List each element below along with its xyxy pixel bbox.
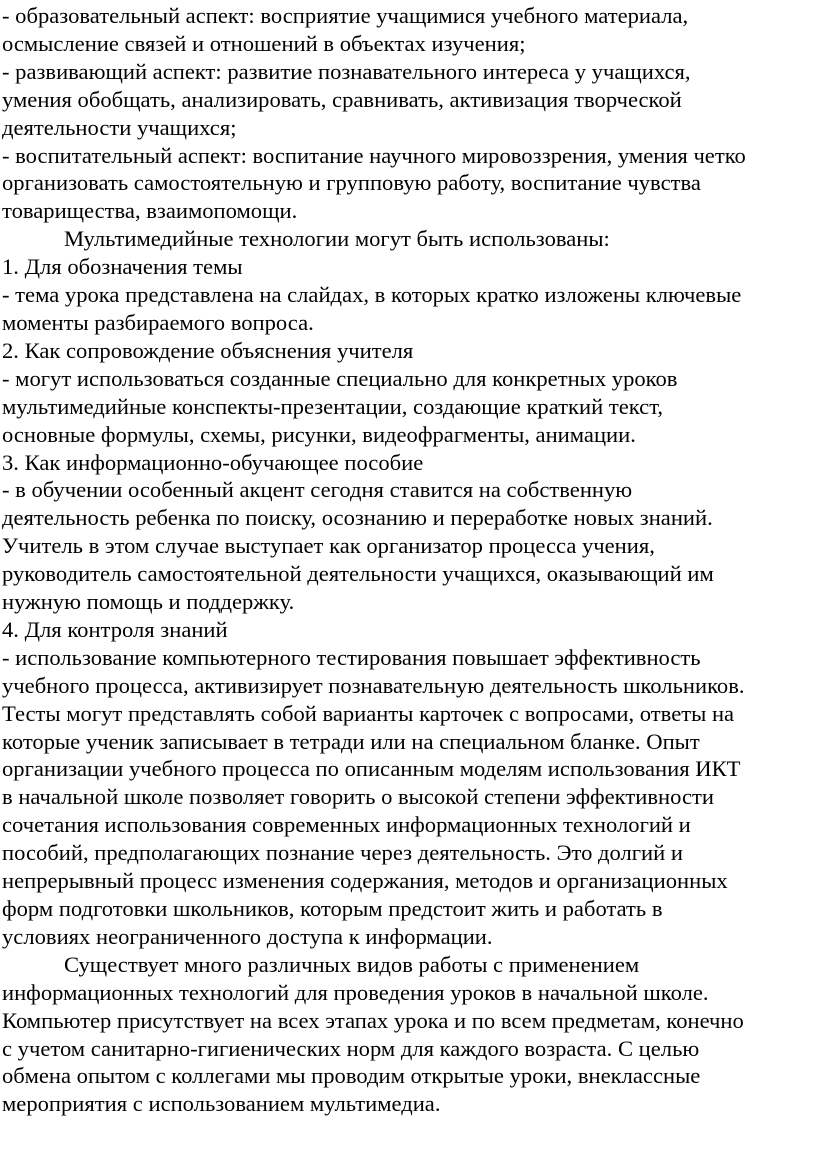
paragraph-start-line: Существует много различных видов работы с применением [64, 951, 640, 977]
text-line: осмысление связей и отношений в объектах изучения; [2, 30, 526, 56]
text-line: мультимедийные конспекты-презентации, создающие краткий текст, [2, 393, 664, 419]
text-line: информационных технологий для проведения уроков в начальной школе. [2, 979, 709, 1005]
text-line: - тема урока представлена на слайдах, в которых кратко изложены ключевые [2, 282, 742, 308]
text-line: организации учебного процесса по описанным моделям использования ИКТ [2, 756, 741, 782]
text-line: - в обучении особенный акцент сегодня ставится на собственную [2, 477, 633, 503]
text-line: учебного процесса, активизирует познавательную деятельность школьников. [2, 672, 745, 698]
list-heading-3: 3. Как информационно-обучающее пособие [2, 449, 424, 475]
list-heading-4: 4. Для контроля знаний [2, 616, 228, 642]
text-line: с учетом санитарно-гигиенических норм для каждого возраста. С целью [2, 1035, 700, 1061]
text-line: деятельность ребенка по поиску, осознанию и переработке новых знаний. [2, 505, 713, 531]
text-line: которые ученик записывает в тетради или на специальном бланке. Опыт [2, 728, 700, 754]
list-heading-1: 1. Для обозначения темы [2, 254, 243, 280]
text-line: - воспитательный аспект: воспитание научного мировоззрения, умения четко [2, 142, 746, 168]
text-line: мероприятия с использованием мультимедиа. [2, 1091, 441, 1117]
text-line: нужную помощь и поддержку. [2, 589, 295, 615]
text-line: - образовательный аспект: восприятие учащимися учебного материала, [2, 3, 689, 28]
text-line: - могут использоваться созданные специально для конкретных уроков [2, 365, 678, 391]
text-line: руководитель самостоятельной деятельности учащихся, оказывающий им [2, 561, 714, 587]
text-line: - использование компьютерного тестирования повышает эффективность [2, 644, 701, 670]
text-line: форм подготовки школьников, которым предстоит жить и работать в [2, 896, 663, 921]
paragraph-start-line: Мультимедийные технологии могут быть использованы: [64, 226, 610, 252]
text-line: обмена опытом с коллегами мы проводим открытые уроки, внеклассные [2, 1063, 701, 1089]
text-line: основные формулы, схемы, рисунки, видеофрагменты, анимации. [2, 421, 636, 447]
document-text [2, 0, 810, 1118]
text-line: непрерывный процесс изменения содержания, методов и организационных [2, 868, 728, 894]
text-line: Учитель в этом случае выступает как организатор процесса учения, [2, 533, 655, 559]
text-line: - развивающий аспект: развитие познавательного интереса у учащихся, [2, 58, 691, 84]
text-line: организовать самостоятельную и групповую работу, воспитание чувства [2, 170, 701, 196]
text-line: товарищества, взаимопомощи. [2, 198, 298, 224]
text-line: пособий, предполагающих познание через деятельность. Это долгий и [2, 840, 683, 866]
text-line: Тесты могут представлять собой варианты карточек с вопросами, ответы на [2, 700, 735, 726]
text-line: условиях неограниченного доступа к информации. [2, 923, 493, 949]
list-heading-2: 2. Как сопровождение объяснения учителя [2, 337, 414, 363]
text-line: деятельности учащихся; [2, 114, 237, 140]
text-line: моменты разбираемого вопроса. [2, 309, 314, 335]
text-line: умения обобщать, анализировать, сравнивать, активизация творческой [2, 86, 682, 112]
text-line: сочетания использования современных информационных технологий и [2, 812, 691, 838]
text-line: в начальной школе позволяет говорить о высокой степени эффективности [2, 784, 714, 810]
text-line: Компьютер присутствует на всех этапах урока и по всем предметам, конечно [2, 1007, 744, 1033]
